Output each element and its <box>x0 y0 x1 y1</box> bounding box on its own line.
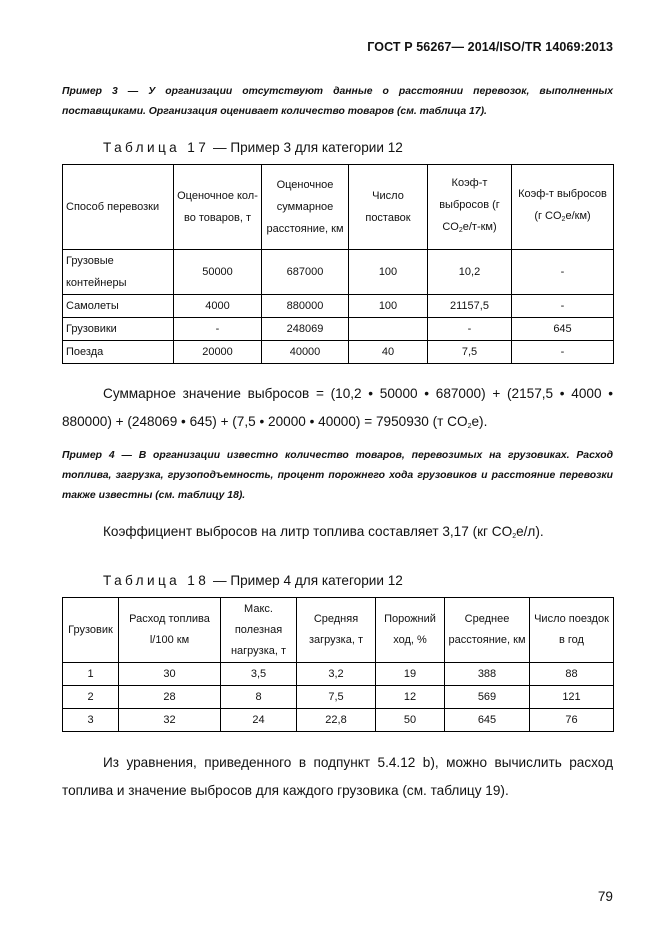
table-cell: 28 <box>119 686 221 709</box>
table-18-header-cell: Макс. полезная нагрузка, т <box>221 598 297 663</box>
table-cell: 50 <box>376 709 445 732</box>
table-cell: 388 <box>445 663 530 686</box>
document-header: ГОСТ Р 56267— 2014/ISO/TR 14069:2013 <box>367 40 613 54</box>
table-cell: - <box>512 295 614 318</box>
table-cell: Грузовики <box>63 318 174 341</box>
table-cell: 7,5 <box>297 686 376 709</box>
table-cell: 121 <box>530 686 614 709</box>
table-cell: 50000 <box>174 250 262 295</box>
table-cell: 687000 <box>262 250 349 295</box>
table-cell: - <box>174 318 262 341</box>
table-18-header-cell: Средняя загрузка, т <box>297 598 376 663</box>
table-cell: 645 <box>445 709 530 732</box>
table-17-header-cell: Коэф-т выбросов (г $CO_2е/км$) <box>512 165 614 250</box>
example-3-note: Пример 3 — У организации отсутствуют данные о расстоянии перевозок, выполненных поставщиками. Организация оценивает количество товаров (см. таблица 17). <box>62 86 613 117</box>
table-18 <box>62 597 614 732</box>
page-number: 79 <box>597 889 613 904</box>
table-cell: 7,5 <box>428 341 512 364</box>
table-cell: 40000 <box>262 341 349 364</box>
table-17-header-cell: Оценочное кол-во товаров, т <box>174 165 262 250</box>
table-18-header-cell: Грузовик <box>63 598 119 663</box>
table-row <box>63 250 614 295</box>
fuel-calculation-paragraph: Из уравнения, приведенного в подпункт 5.4.12 b), можно вычислить расход топлива и значение выбросов для каждого грузовика (см. таблицу 19). <box>62 755 613 798</box>
table-cell: 3 <box>63 709 119 732</box>
table-cell: 12 <box>376 686 445 709</box>
table-cell: 40 <box>349 341 428 364</box>
table-cell: 88 <box>530 663 614 686</box>
table-row <box>63 295 614 318</box>
example-4-note: Пример 4 — В организации известно количество товаров, перевозимых на грузовиках. Расход топлива, загрузка, грузоподъемность, процент порожнего хода грузовиков и расстояние перевозки также известны (см. таблицу 18). <box>62 450 613 501</box>
table-17-header-cell: Число поставок <box>349 165 428 250</box>
table-cell: 880000 <box>262 295 349 318</box>
table-cell: 20000 <box>174 341 262 364</box>
table-cell: 10,2 <box>428 250 512 295</box>
table-18-caption-label: Таблица 18 <box>103 573 210 588</box>
table-cell: 569 <box>445 686 530 709</box>
table-row <box>63 318 614 341</box>
table-cell: 19 <box>376 663 445 686</box>
table-17-header-cell: Способ перевозки <box>63 165 174 250</box>
table-17-header-cell: Оценочное суммарное расстояние, км <box>262 165 349 250</box>
table-cell: 76 <box>530 709 614 732</box>
table-cell: 8 <box>221 686 297 709</box>
table-cell: 248069 <box>262 318 349 341</box>
table-cell: 3,5 <box>221 663 297 686</box>
table-18-header-cell: Расход топлива l/100 км <box>119 598 221 663</box>
table-cell: 3,2 <box>297 663 376 686</box>
table-row <box>63 663 614 686</box>
table-row <box>63 686 614 709</box>
table-cell: Самолеты <box>63 295 174 318</box>
table-cell: - <box>512 341 614 364</box>
table-cell: 100 <box>349 250 428 295</box>
table-18-header-cell: Число поездок в год <box>530 598 614 663</box>
table-cell: - <box>428 318 512 341</box>
table-cell: 1 <box>63 663 119 686</box>
table-cell: 22,8 <box>297 709 376 732</box>
table-row <box>63 709 614 732</box>
table-cell: 24 <box>221 709 297 732</box>
table-cell: 2 <box>63 686 119 709</box>
table-cell: Грузовые контейнеры <box>63 250 174 295</box>
table-17-header-cell: Коэф-т выбросов (г $CO_2е/т-км$) <box>428 165 512 250</box>
table-cell: - <box>512 250 614 295</box>
table-18-header-cell: Порожний ход, % <box>376 598 445 663</box>
table-17-caption-label: Таблица 17 <box>103 140 210 155</box>
table-17 <box>62 164 614 364</box>
table-row <box>63 341 614 364</box>
table-18-header-cell: Среднее расстояние, км <box>445 598 530 663</box>
table-cell: Поезда <box>63 341 174 364</box>
table-cell: 30 <box>119 663 221 686</box>
table-cell <box>349 318 428 341</box>
table-cell: 645 <box>512 318 614 341</box>
emission-coefficient-paragraph: Коэффициент выбросов на литр топлива составляет 3,17 (кг $CO_2е/л$). <box>103 524 544 540</box>
table-cell: 4000 <box>174 295 262 318</box>
table-18-caption-text: — Пример 4 для категории 12 <box>209 573 403 588</box>
table-cell: 32 <box>119 709 221 732</box>
table-cell: 21157,5 <box>428 295 512 318</box>
table-17-caption <box>103 140 403 155</box>
table-cell: 100 <box>349 295 428 318</box>
emissions-sum-paragraph: Суммарное значение выбросов = (10,2 • 50000 • 687000) + (2157,5 • 4000 • 880000) + (248069 • 645) + (7,5 • 20000 • 40000) = 7950930 (т $CO_2е$). <box>62 386 613 430</box>
table-17-caption-text: — Пример 3 для категории 12 <box>209 140 403 155</box>
table-18-caption <box>103 573 403 588</box>
